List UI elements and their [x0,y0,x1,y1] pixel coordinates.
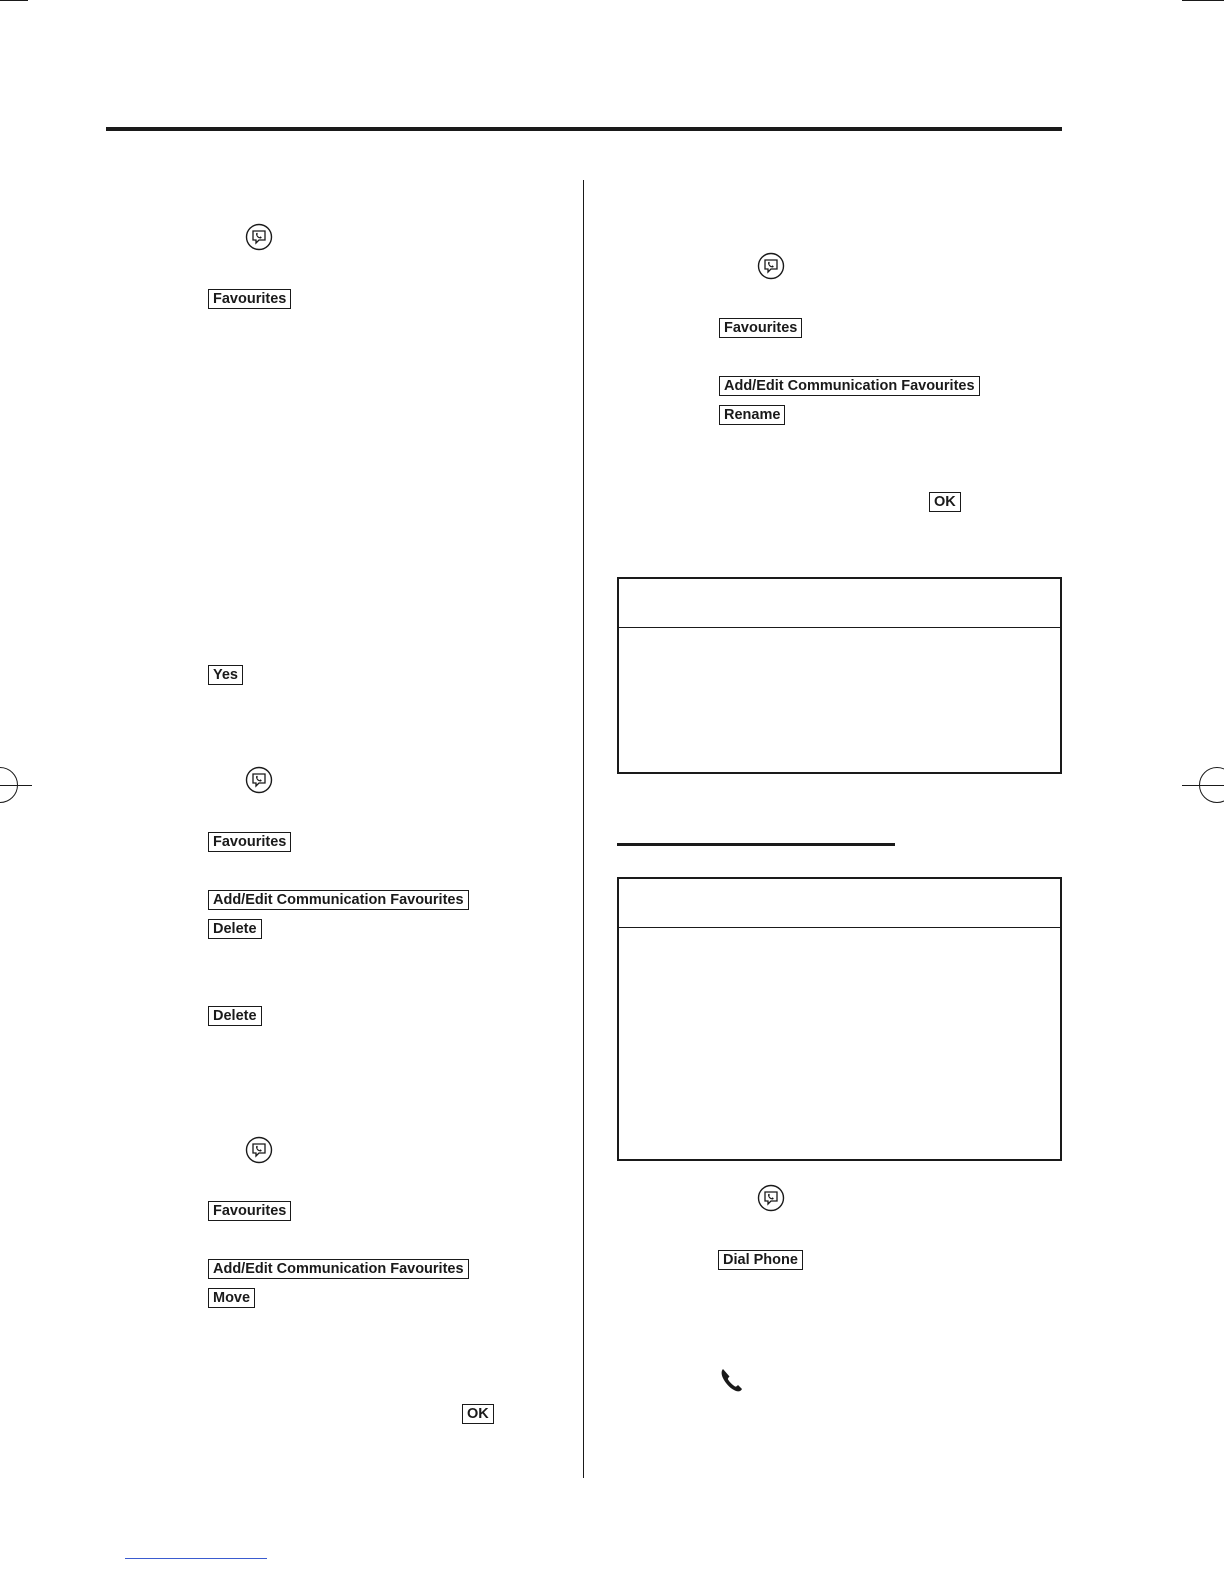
footer-link-underline [125,1558,267,1559]
delete-button[interactable]: Delete [208,919,262,939]
note-box-header [619,579,1060,628]
phone-handset-icon[interactable] [718,1366,746,1394]
favourites-button[interactable]: Favourites [208,1201,291,1221]
add-edit-communication-favourites-button[interactable]: Add/Edit Communication Favourites [719,376,980,396]
phone-button-icon[interactable] [757,1184,785,1212]
dial-phone-button[interactable]: Dial Phone [718,1250,803,1270]
crop-mark-top-left [0,0,28,1]
registration-mark-left-line [0,785,32,786]
phone-button-icon[interactable] [245,223,273,251]
rename-button[interactable]: Rename [719,405,785,425]
delete-confirm-button[interactable]: Delete [208,1006,262,1026]
favourites-button[interactable]: Favourites [719,318,802,338]
add-edit-communication-favourites-button[interactable]: Add/Edit Communication Favourites [208,890,469,910]
favourites-button[interactable]: Favourites [208,289,291,309]
phone-button-icon[interactable] [245,766,273,794]
phone-button-icon[interactable] [245,1136,273,1164]
phone-button-icon[interactable] [757,252,785,280]
header-rule [106,127,1062,131]
ok-button[interactable]: OK [929,492,961,512]
move-button[interactable]: Move [208,1288,255,1308]
section-heading-underline [617,843,895,846]
column-divider [583,180,584,1478]
note-box [617,877,1062,1161]
favourites-button[interactable]: Favourites [208,832,291,852]
yes-button[interactable]: Yes [208,665,243,685]
add-edit-communication-favourites-button[interactable]: Add/Edit Communication Favourites [208,1259,469,1279]
ok-button[interactable]: OK [462,1404,494,1424]
registration-mark-right-line [1182,785,1224,786]
crop-mark-top-right [1182,0,1224,1]
note-box [617,577,1062,774]
note-box-header [619,879,1060,928]
